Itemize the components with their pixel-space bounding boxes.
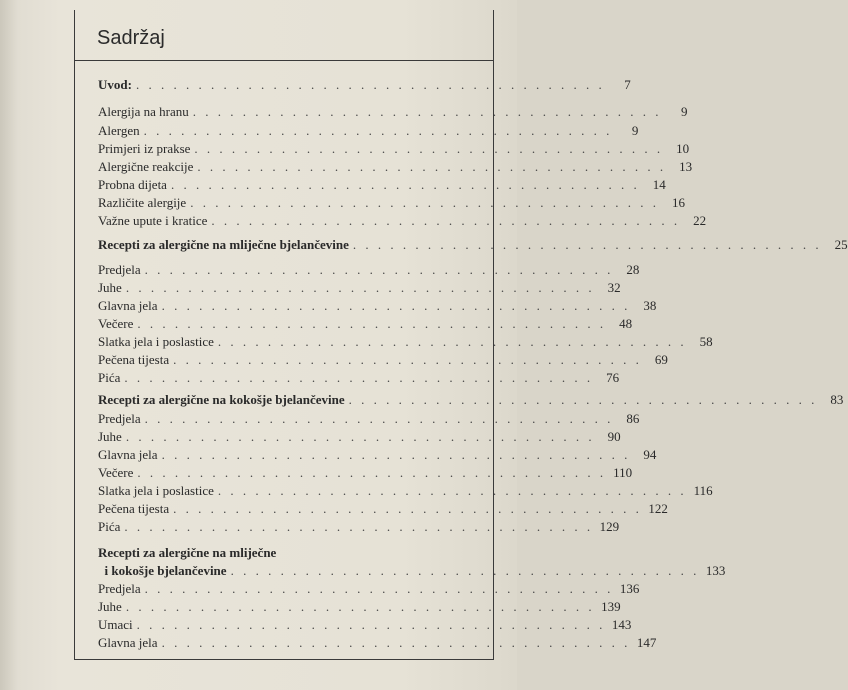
- toc-page-number: 25: [834, 237, 848, 252]
- toc-entry-label: Umaci: [98, 617, 133, 632]
- toc-entry-label: Primjeri iz prakse: [98, 141, 191, 156]
- toc-page-number: 7: [624, 77, 631, 92]
- toc-page-number: 147: [636, 635, 657, 650]
- toc-page-number: 13: [679, 159, 693, 174]
- toc-entry-label: Juhe: [98, 599, 122, 614]
- toc-entry: [98, 369, 620, 387]
- page-title: Sadržaj: [97, 27, 165, 49]
- toc-entry-label: Pića: [98, 370, 121, 385]
- dot-leader: . . . . . . . . . . . . . . . . . . . . . . . . . . . . . . . . . . . . . .: [144, 411, 614, 426]
- toc-entry-label: Uvod:: [98, 77, 132, 92]
- toc-page-number: 38: [643, 298, 657, 313]
- dot-leader: . . . . . . . . . . . . . . . . . . . . . . . . . . . . . . . . . . . . . .: [190, 195, 659, 210]
- dot-leader: . . . . . . . . . . . . . . . . . . . . . . . . . . . . . . . . . . . . . .: [144, 581, 614, 596]
- toc-section-heading: [98, 391, 844, 409]
- toc-entry-label: Recepti za alergične na mliječne bjelančevine: [98, 237, 349, 252]
- toc-entry: [98, 482, 713, 500]
- toc-entry-label: Važne upute i kratice: [98, 213, 208, 228]
- dot-leader: . . . . . . . . . . . . . . . . . . . . . . . . . . . . . . . . . . . . . .: [161, 635, 631, 650]
- toc-entry: [98, 446, 657, 464]
- toc-page-number: 86: [626, 411, 640, 426]
- toc-page-number: 83: [830, 392, 844, 407]
- toc-entry-label: Predjela: [98, 411, 141, 426]
- toc-entry-label: Alergične reakcije: [98, 159, 194, 174]
- toc-page-number: 129: [599, 519, 620, 534]
- toc-entry-label: Juhe: [98, 280, 122, 295]
- toc-entry-label: Juhe: [98, 429, 122, 444]
- dot-leader: . . . . . . . . . . . . . . . . . . . . . . . . . . . . . . . . . . . . . .: [348, 392, 818, 407]
- dot-leader: . . . . . . . . . . . . . . . . . . . . . . . . . . . . . . . . . . . . . .: [125, 429, 595, 444]
- toc-page-number: 16: [671, 195, 685, 210]
- title-divider: [74, 60, 494, 61]
- toc-entry: [98, 428, 621, 446]
- toc-section-heading: [98, 76, 631, 94]
- toc-page-number: 110: [613, 465, 633, 480]
- dot-leader: . . . . . . . . . . . . . . . . . . . . . . . . . . . . . . . . . . . . . .: [173, 501, 642, 516]
- toc-entry-label: Predjela: [98, 262, 141, 277]
- toc-entry-label: Predjela: [98, 581, 141, 596]
- toc-entry: [98, 315, 633, 333]
- toc-entry: [98, 500, 668, 518]
- toc-entry: [98, 297, 657, 315]
- dot-leader: . . . . . . . . . . . . . . . . . . . . . . . . . . . . . . . . . . . . . .: [124, 370, 594, 385]
- dot-leader: . . . . . . . . . . . . . . . . . . . . . . . . . . . . . . . . . . . . . .: [137, 316, 607, 331]
- toc-entry: [98, 518, 620, 536]
- dot-leader: . . . . . . . . . . . . . . . . . . . . . . . . . . . . . . . . . . . . . .: [192, 104, 662, 119]
- dot-leader: . . . . . . . . . . . . . . . . . . . . . . . . . . . . . . . . . . . . . .: [197, 159, 667, 174]
- toc-page-number: 76: [606, 370, 620, 385]
- toc-page-number: 69: [654, 352, 668, 367]
- toc-page-number: 116: [693, 483, 713, 498]
- toc-entry: [98, 176, 666, 194]
- toc-entry-label: Alergen: [98, 123, 140, 138]
- toc-page-number: 9: [680, 104, 688, 119]
- dot-leader: . . . . . . . . . . . . . . . . . . . . . . . . . . . . . . . . . . . . . .: [170, 177, 640, 192]
- toc-entry-label: Glavna jela: [98, 298, 158, 313]
- toc-entry-label: Probna dijeta: [98, 177, 167, 192]
- toc-entry-label: Glavna jela: [98, 635, 158, 650]
- toc-page-number: 28: [626, 262, 640, 277]
- toc-entry: [98, 140, 690, 158]
- toc-entry-label: Alergija na hranu: [98, 104, 189, 119]
- toc-entry: [98, 634, 657, 652]
- dot-leader: . . . . . . . . . . . . . . . . . . . . . . . . . . . . . . . . . . . . . .: [125, 280, 595, 295]
- toc-page-number: 58: [699, 334, 713, 349]
- dot-leader: . . . . . . . . . . . . . . . . . . . . . . . . . . . . . . . . . . . . . .: [137, 465, 607, 480]
- toc-page-number: 143: [611, 617, 632, 632]
- dot-leader: . . . . . . . . . . . . . . . . . . . . . . . . . . . . . . . . . . . . . .: [352, 237, 822, 252]
- toc-page-number: 14: [652, 177, 666, 192]
- toc-entry-label: Recepti za alergične na kokošje bjelančevine: [98, 392, 345, 407]
- toc-page-number: 32: [607, 280, 621, 295]
- toc-section-heading: [98, 236, 848, 254]
- dot-leader: . . . . . . . . . . . . . . . . . . . . . . . . . . . . . . . . . . . . . .: [143, 123, 613, 138]
- toc-page-number: 139: [601, 599, 621, 614]
- toc-page-number: 22: [693, 213, 707, 228]
- toc-entry-label: Slatka jela i poslastice: [98, 334, 214, 349]
- dot-leader: . . . . . . . . . . . . . . . . . . . . . . . . . . . . . . . . . . . . . .: [217, 334, 687, 349]
- toc-page-number: 133: [705, 563, 726, 578]
- dot-leader: . . . . . . . . . . . . . . . . . . . . . . . . . . . . . . . . . . . . . .: [135, 77, 605, 92]
- toc-entry-label: Večere: [98, 465, 134, 480]
- toc-entry: [98, 279, 621, 297]
- toc-page-number: 90: [607, 429, 621, 444]
- dot-leader: . . . . . . . . . . . . . . . . . . . . . . . . . . . . . . . . . . . . . .: [144, 262, 614, 277]
- toc-entry-label: Pića: [98, 519, 121, 534]
- toc-entry: [98, 103, 688, 121]
- toc-entry-label: Različite alergije: [98, 195, 187, 210]
- toc-entry: [98, 464, 633, 482]
- dot-leader: . . . . . . . . . . . . . . . . . . . . . . . . . . . . . . . . . . . . . .: [125, 599, 595, 614]
- toc-entry-label: Pečena tijesta: [98, 352, 170, 367]
- toc-page-number: 48: [619, 316, 633, 331]
- dot-leader: . . . . . . . . . . . . . . . . . . . . . . . . . . . . . . . . . . . . . .: [217, 483, 687, 498]
- toc-entry: [98, 580, 640, 598]
- dot-leader: . . . . . . . . . . . . . . . . . . . . . . . . . . . . . . . . . . . . . .: [230, 563, 700, 578]
- toc-entry: [98, 616, 632, 634]
- toc-page-number: 122: [648, 501, 668, 516]
- dot-leader: . . . . . . . . . . . . . . . . . . . . . . . . . . . . . . . . . . . . . .: [161, 298, 631, 313]
- toc-entry-label: Večere: [98, 316, 134, 331]
- dot-leader: . . . . . . . . . . . . . . . . . . . . . . . . . . . . . . . . . . . . . .: [211, 213, 681, 228]
- toc-entry: [98, 261, 640, 279]
- toc-entry: [98, 158, 693, 176]
- dot-leader: . . . . . . . . . . . . . . . . . . . . . . . . . . . . . . . . . . . . . .: [136, 617, 606, 632]
- toc-page-number: 94: [643, 447, 657, 462]
- dot-leader: . . . . . . . . . . . . . . . . . . . . . . . . . . . . . . . . . . . . . .: [173, 352, 642, 367]
- toc-page-number: 10: [676, 141, 690, 156]
- dot-leader: . . . . . . . . . . . . . . . . . . . . . . . . . . . . . . . . . . . . . .: [161, 447, 631, 462]
- toc-page-number: 9: [631, 123, 639, 138]
- toc-entry-label: Glavna jela: [98, 447, 158, 462]
- dot-leader: . . . . . . . . . . . . . . . . . . . . . . . . . . . . . . . . . . . . . .: [124, 519, 594, 534]
- toc-entry: [98, 410, 640, 428]
- toc-entry: [98, 598, 621, 616]
- dot-leader: . . . . . . . . . . . . . . . . . . . . . . . . . . . . . . . . . . . . . .: [194, 141, 664, 156]
- toc-entry: [98, 351, 668, 369]
- toc-entry: [98, 122, 639, 140]
- toc-page-number: 136: [619, 581, 640, 596]
- toc-entry-label: Slatka jela i poslastice: [98, 483, 214, 498]
- toc-entry: [98, 194, 685, 212]
- toc-entry: [98, 212, 707, 230]
- toc-section-heading: [98, 562, 726, 580]
- toc-entry: [98, 333, 713, 351]
- toc-entry-label: Pečena tijesta: [98, 501, 170, 516]
- toc-entry-label: i kokošje bjelančevine: [98, 563, 227, 578]
- section-heading-line1: Recepti za alergične na mliječne: [98, 545, 277, 560]
